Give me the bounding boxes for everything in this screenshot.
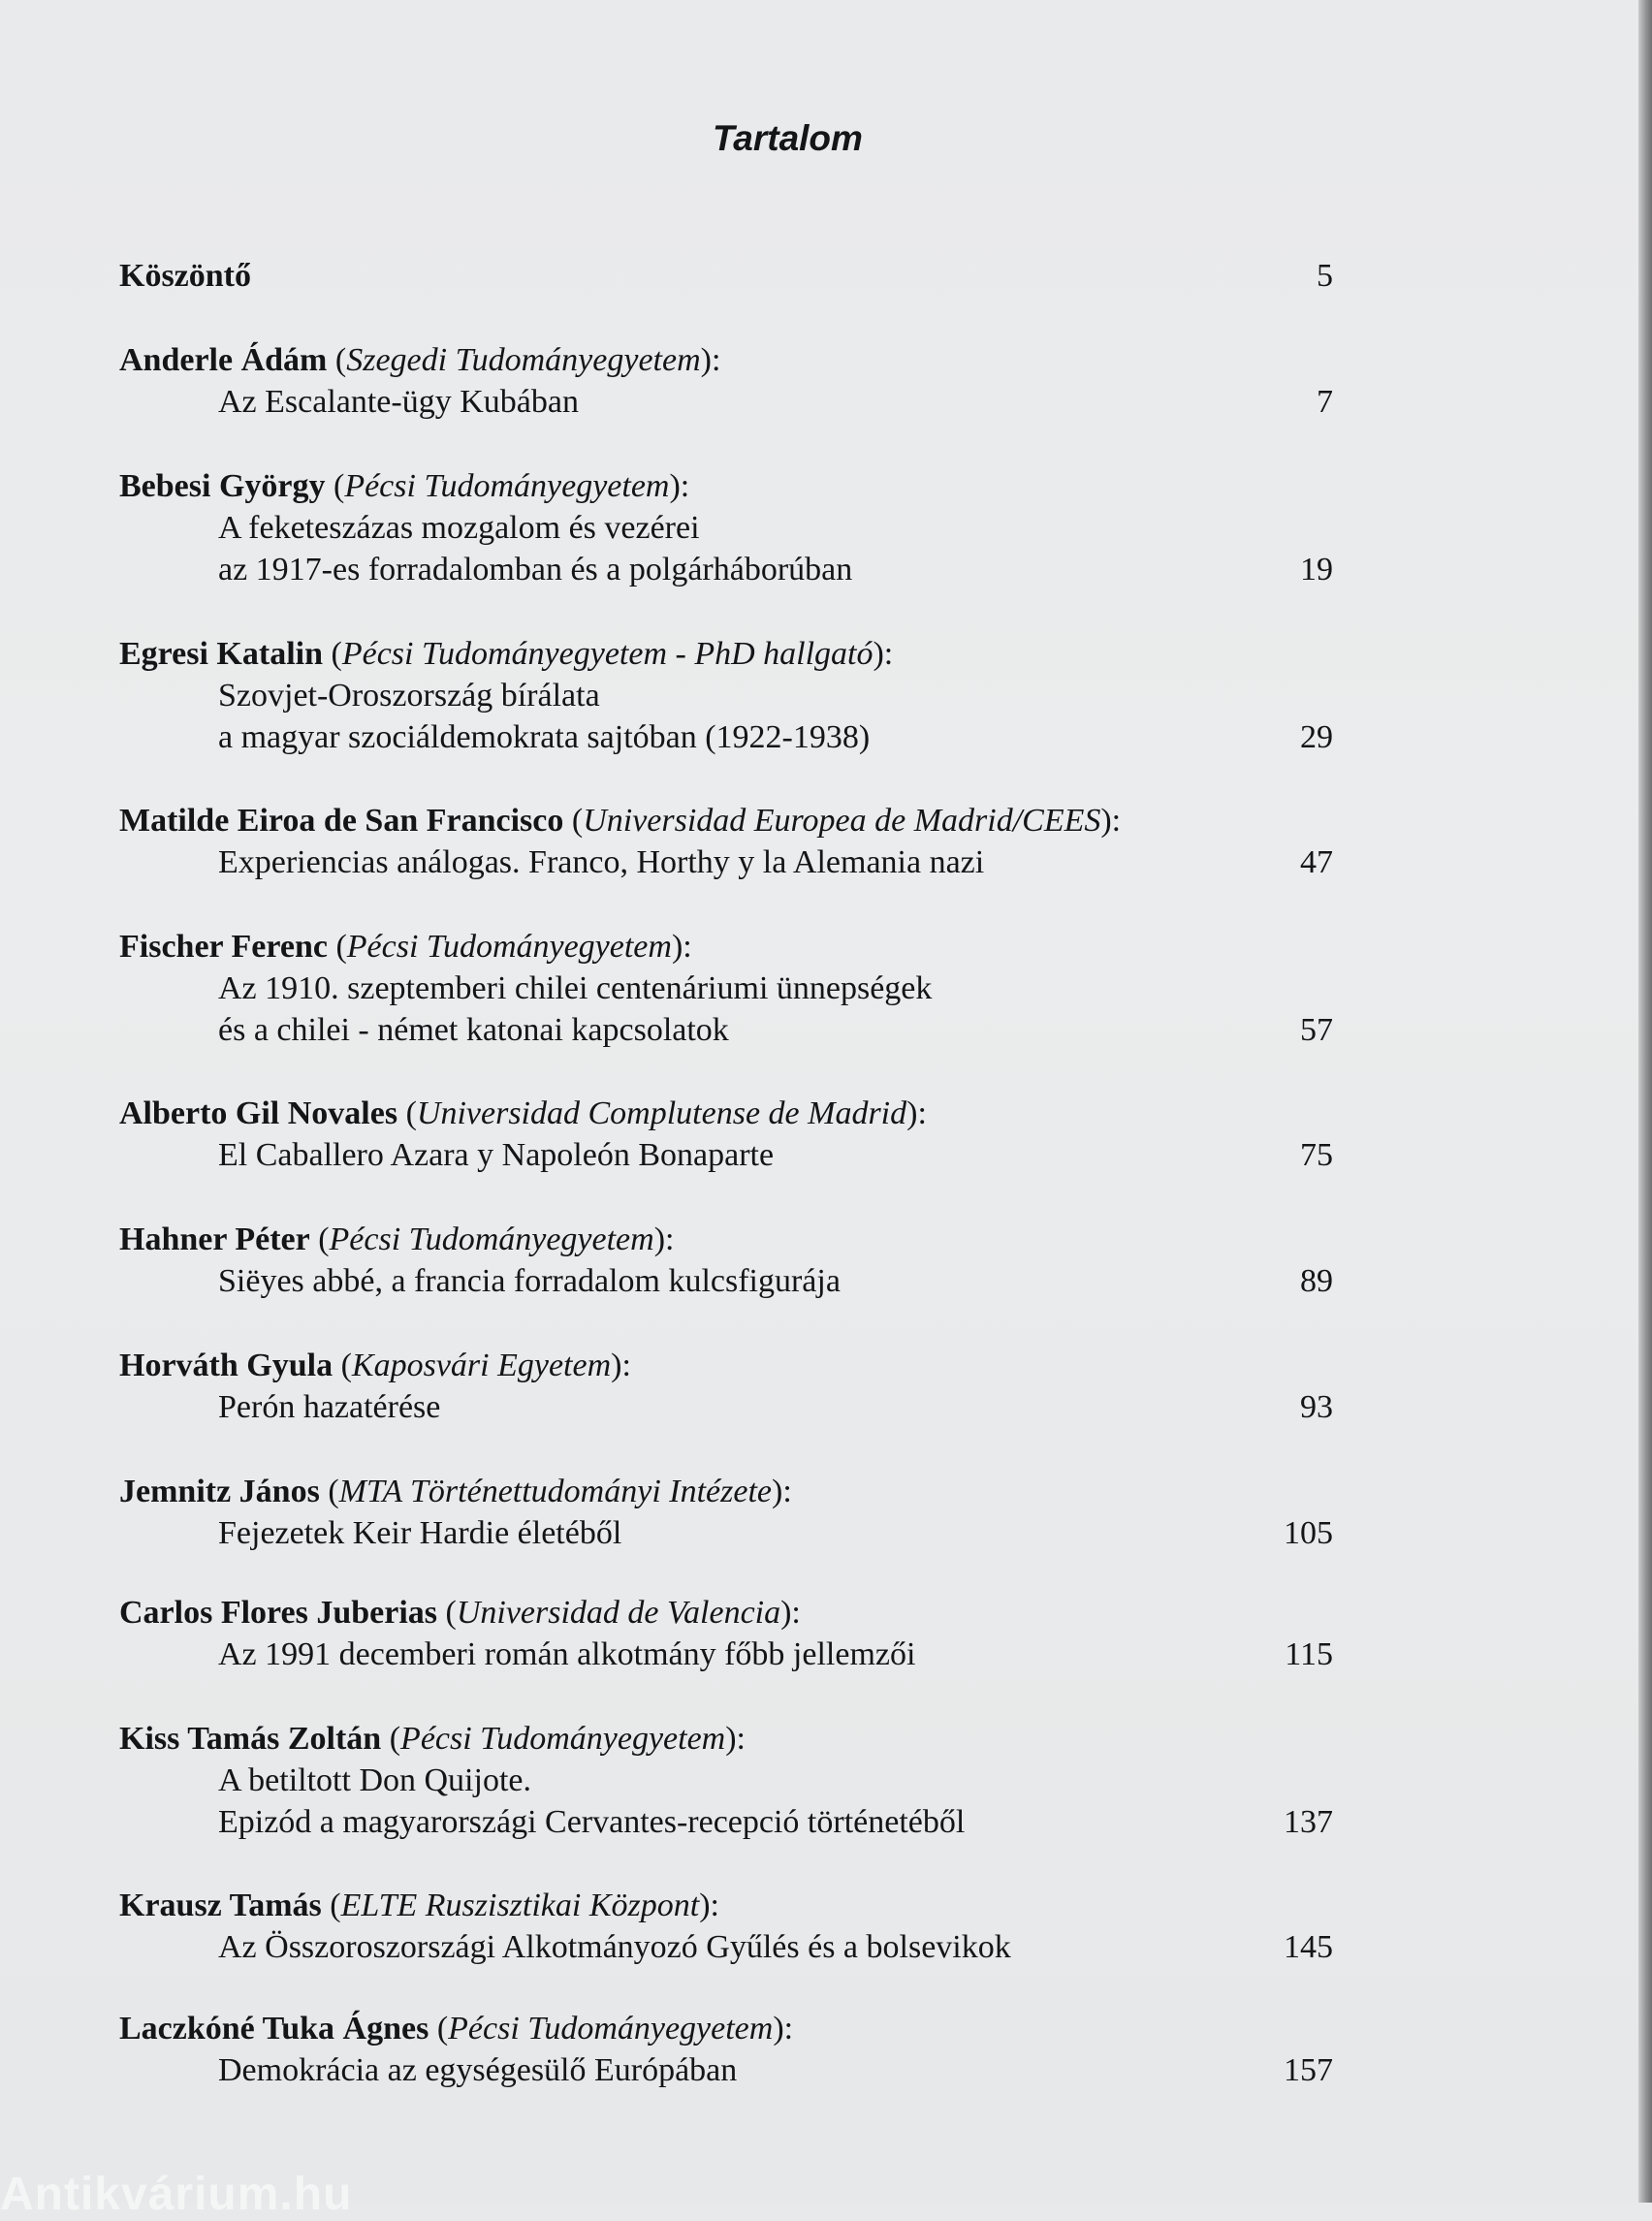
toc-author-line: Matilde Eiroa de San Francisco (Universidad Europea de Madrid/CEES):	[119, 803, 1122, 839]
toc-author-name: Alberto Gil Novales	[119, 1095, 398, 1131]
toc-page-number: 5	[1317, 258, 1333, 294]
toc-author-line: Bebesi György (Pécsi Tudományegyetem):	[119, 468, 690, 504]
toc-institution: Szegedi Tudományegyetem	[346, 342, 701, 378]
toc-article-title: Szovjet-Oroszország bírálata	[218, 678, 600, 714]
toc-page-number: 75	[1300, 1137, 1333, 1173]
toc-page-number: 57	[1300, 1012, 1333, 1048]
toc-author-line: Alberto Gil Novales (Universidad Complutense de Madrid):	[119, 1095, 927, 1131]
toc-article-title: El Caballero Azara y Napoleón Bonaparte 75	[0, 1134, 1377, 1176]
toc-author-line: Horváth Gyula (Kaposvári Egyetem):	[119, 1348, 631, 1383]
toc-article-title: Fejezetek Keir Hardie életéből 105	[0, 1512, 1377, 1554]
page-edge-shadow	[1638, 0, 1652, 2203]
toc-institution: ELTE Ruszisztikai Központ	[340, 1888, 700, 1923]
toc-page-number: 145	[1284, 1929, 1333, 1965]
toc-article-title: a magyar szociáldemokrata sajtóban (1922-1938) 29	[0, 716, 1377, 758]
toc-author-line	[0, 255, 1377, 297]
toc-article-title: Az Összoroszországi Alkotmányozó Gyűlés és a bolsevikok 145	[0, 1926, 1377, 1968]
toc-institution: Pécsi Tudományegyetem	[329, 1222, 654, 1257]
toc-entry	[0, 800, 1377, 883]
toc-author-line: Hahner Péter (Pécsi Tudományegyetem):	[119, 1222, 675, 1257]
toc-entry	[0, 2008, 1377, 2091]
toc-page-number: 93	[1300, 1389, 1333, 1425]
toc-institution: Kaposvári Egyetem	[351, 1348, 612, 1383]
toc-page-number: 89	[1300, 1263, 1333, 1299]
page-title: Tartalom	[713, 118, 863, 158]
toc-article-title: Az 1910. szeptemberi chilei centenáriumi ünnepségek	[218, 970, 933, 1006]
toc-article-title: Epizód a magyarországi Cervantes-recepció történetéből 137	[0, 1801, 1377, 1843]
toc-entry	[0, 633, 1377, 758]
toc-institution: Pécsi Tudományegyetem	[346, 929, 672, 965]
toc-author-line: Egresi Katalin (Pécsi Tudományegyetem - PhD hallgató):	[119, 636, 894, 672]
toc-author-name: Carlos Flores Juberias	[119, 1595, 438, 1631]
toc-author-name: Hahner Péter	[119, 1222, 310, 1257]
toc-entry	[0, 1219, 1377, 1302]
toc-institution: Pécsi Tudományegyetem	[400, 1721, 726, 1757]
toc-page-number: 105	[1284, 1515, 1333, 1551]
toc-article-title: A betiltott Don Quijote.	[218, 1762, 531, 1798]
toc-article-title: Az Escalante-ügy Kubában 7	[0, 381, 1377, 423]
toc-author-name: Köszöntő	[119, 258, 251, 294]
toc-entry	[0, 1718, 1377, 1843]
toc-page-number: 137	[1284, 1804, 1333, 1840]
toc-page-number: 47	[1300, 844, 1333, 880]
toc-article-title: Experiencias análogas. Franco, Horthy y la Alemania nazi 47	[0, 841, 1377, 883]
toc-author-name: Egresi Katalin	[119, 636, 323, 672]
toc-author-name: Matilde Eiroa de San Francisco	[119, 803, 564, 839]
toc-article-title: Demokrácia az egységesülő Európában 157	[0, 2049, 1377, 2091]
toc-article-title: az 1917-es forradalomban és a polgárháborúban 19	[0, 549, 1377, 590]
toc-author-name: Kiss Tamás Zoltán	[119, 1721, 382, 1757]
toc-author-name: Krausz Tamás	[119, 1888, 322, 1923]
toc-author-name: Anderle Ádám	[119, 342, 328, 378]
toc-page-number: 7	[1317, 384, 1333, 420]
toc-entry	[0, 1885, 1377, 1968]
toc-author-line: Laczkóné Tuka Ágnes (Pécsi Tudományegyetem):	[119, 2011, 794, 2046]
toc-institution: Pécsi Tudományegyetem - PhD hallgató	[341, 636, 874, 672]
watermark-text: Antikvárium.hu	[0, 2169, 353, 2220]
toc-entry	[0, 465, 1377, 590]
toc-author-line: Carlos Flores Juberias (Universidad de Valencia):	[119, 1595, 801, 1631]
toc-author-line: Fischer Ferenc (Pécsi Tudományegyetem):	[119, 929, 692, 965]
toc-page-number: 115	[1285, 1636, 1333, 1672]
toc-page-number: 19	[1300, 552, 1333, 587]
toc-entry	[0, 1592, 1377, 1675]
toc-author-line: Krausz Tamás (ELTE Ruszisztikai Központ):	[119, 1888, 719, 1923]
toc-entry	[0, 339, 1377, 423]
toc-author-line: Kiss Tamás Zoltán (Pécsi Tudományegyetem):	[119, 1721, 746, 1757]
toc-entry	[0, 1345, 1377, 1428]
toc-article-title: Siëyes abbé, a francia forradalom kulcsfigurája 89	[0, 1260, 1377, 1302]
toc-entry	[0, 926, 1377, 1051]
toc-institution: Universidad de Valencia	[456, 1595, 781, 1631]
toc-institution: Universidad Europea de Madrid/CEES	[583, 803, 1101, 839]
toc-author-name: Bebesi György	[119, 468, 326, 504]
toc-entry	[0, 255, 1377, 297]
toc-author-name: Fischer Ferenc	[119, 929, 328, 965]
toc-institution: Universidad Complutense de Madrid	[416, 1095, 907, 1131]
toc-entry	[0, 1093, 1377, 1176]
toc-institution: Pécsi Tudományegyetem	[448, 2011, 774, 2046]
toc-entry	[0, 1471, 1377, 1554]
toc-institution: Pécsi Tudományegyetem	[344, 468, 670, 504]
toc-page-number: 29	[1300, 719, 1333, 755]
toc-author-name: Jemnitz János	[119, 1474, 320, 1509]
toc-author-line: Anderle Ádám (Szegedi Tudományegyetem):	[119, 342, 721, 378]
toc-article-title: A feketeszázas mozgalom és vezérei	[218, 510, 700, 546]
toc-page-number: 157	[1284, 2052, 1333, 2088]
toc-article-title: és a chilei - német katonai kapcsolatok 57	[0, 1009, 1377, 1051]
toc-article-title: Az 1991 decemberi román alkotmány főbb jellemzői 115	[0, 1634, 1377, 1675]
toc-author-name: Horváth Gyula	[119, 1348, 334, 1383]
toc-author-line: Jemnitz János (MTA Történettudományi Intézete):	[119, 1474, 792, 1509]
toc-article-title: Perón hazatérése 93	[0, 1386, 1377, 1428]
toc-institution: MTA Történettudományi Intézete	[338, 1474, 772, 1509]
toc-author-name: Laczkóné Tuka Ágnes	[119, 2011, 429, 2046]
